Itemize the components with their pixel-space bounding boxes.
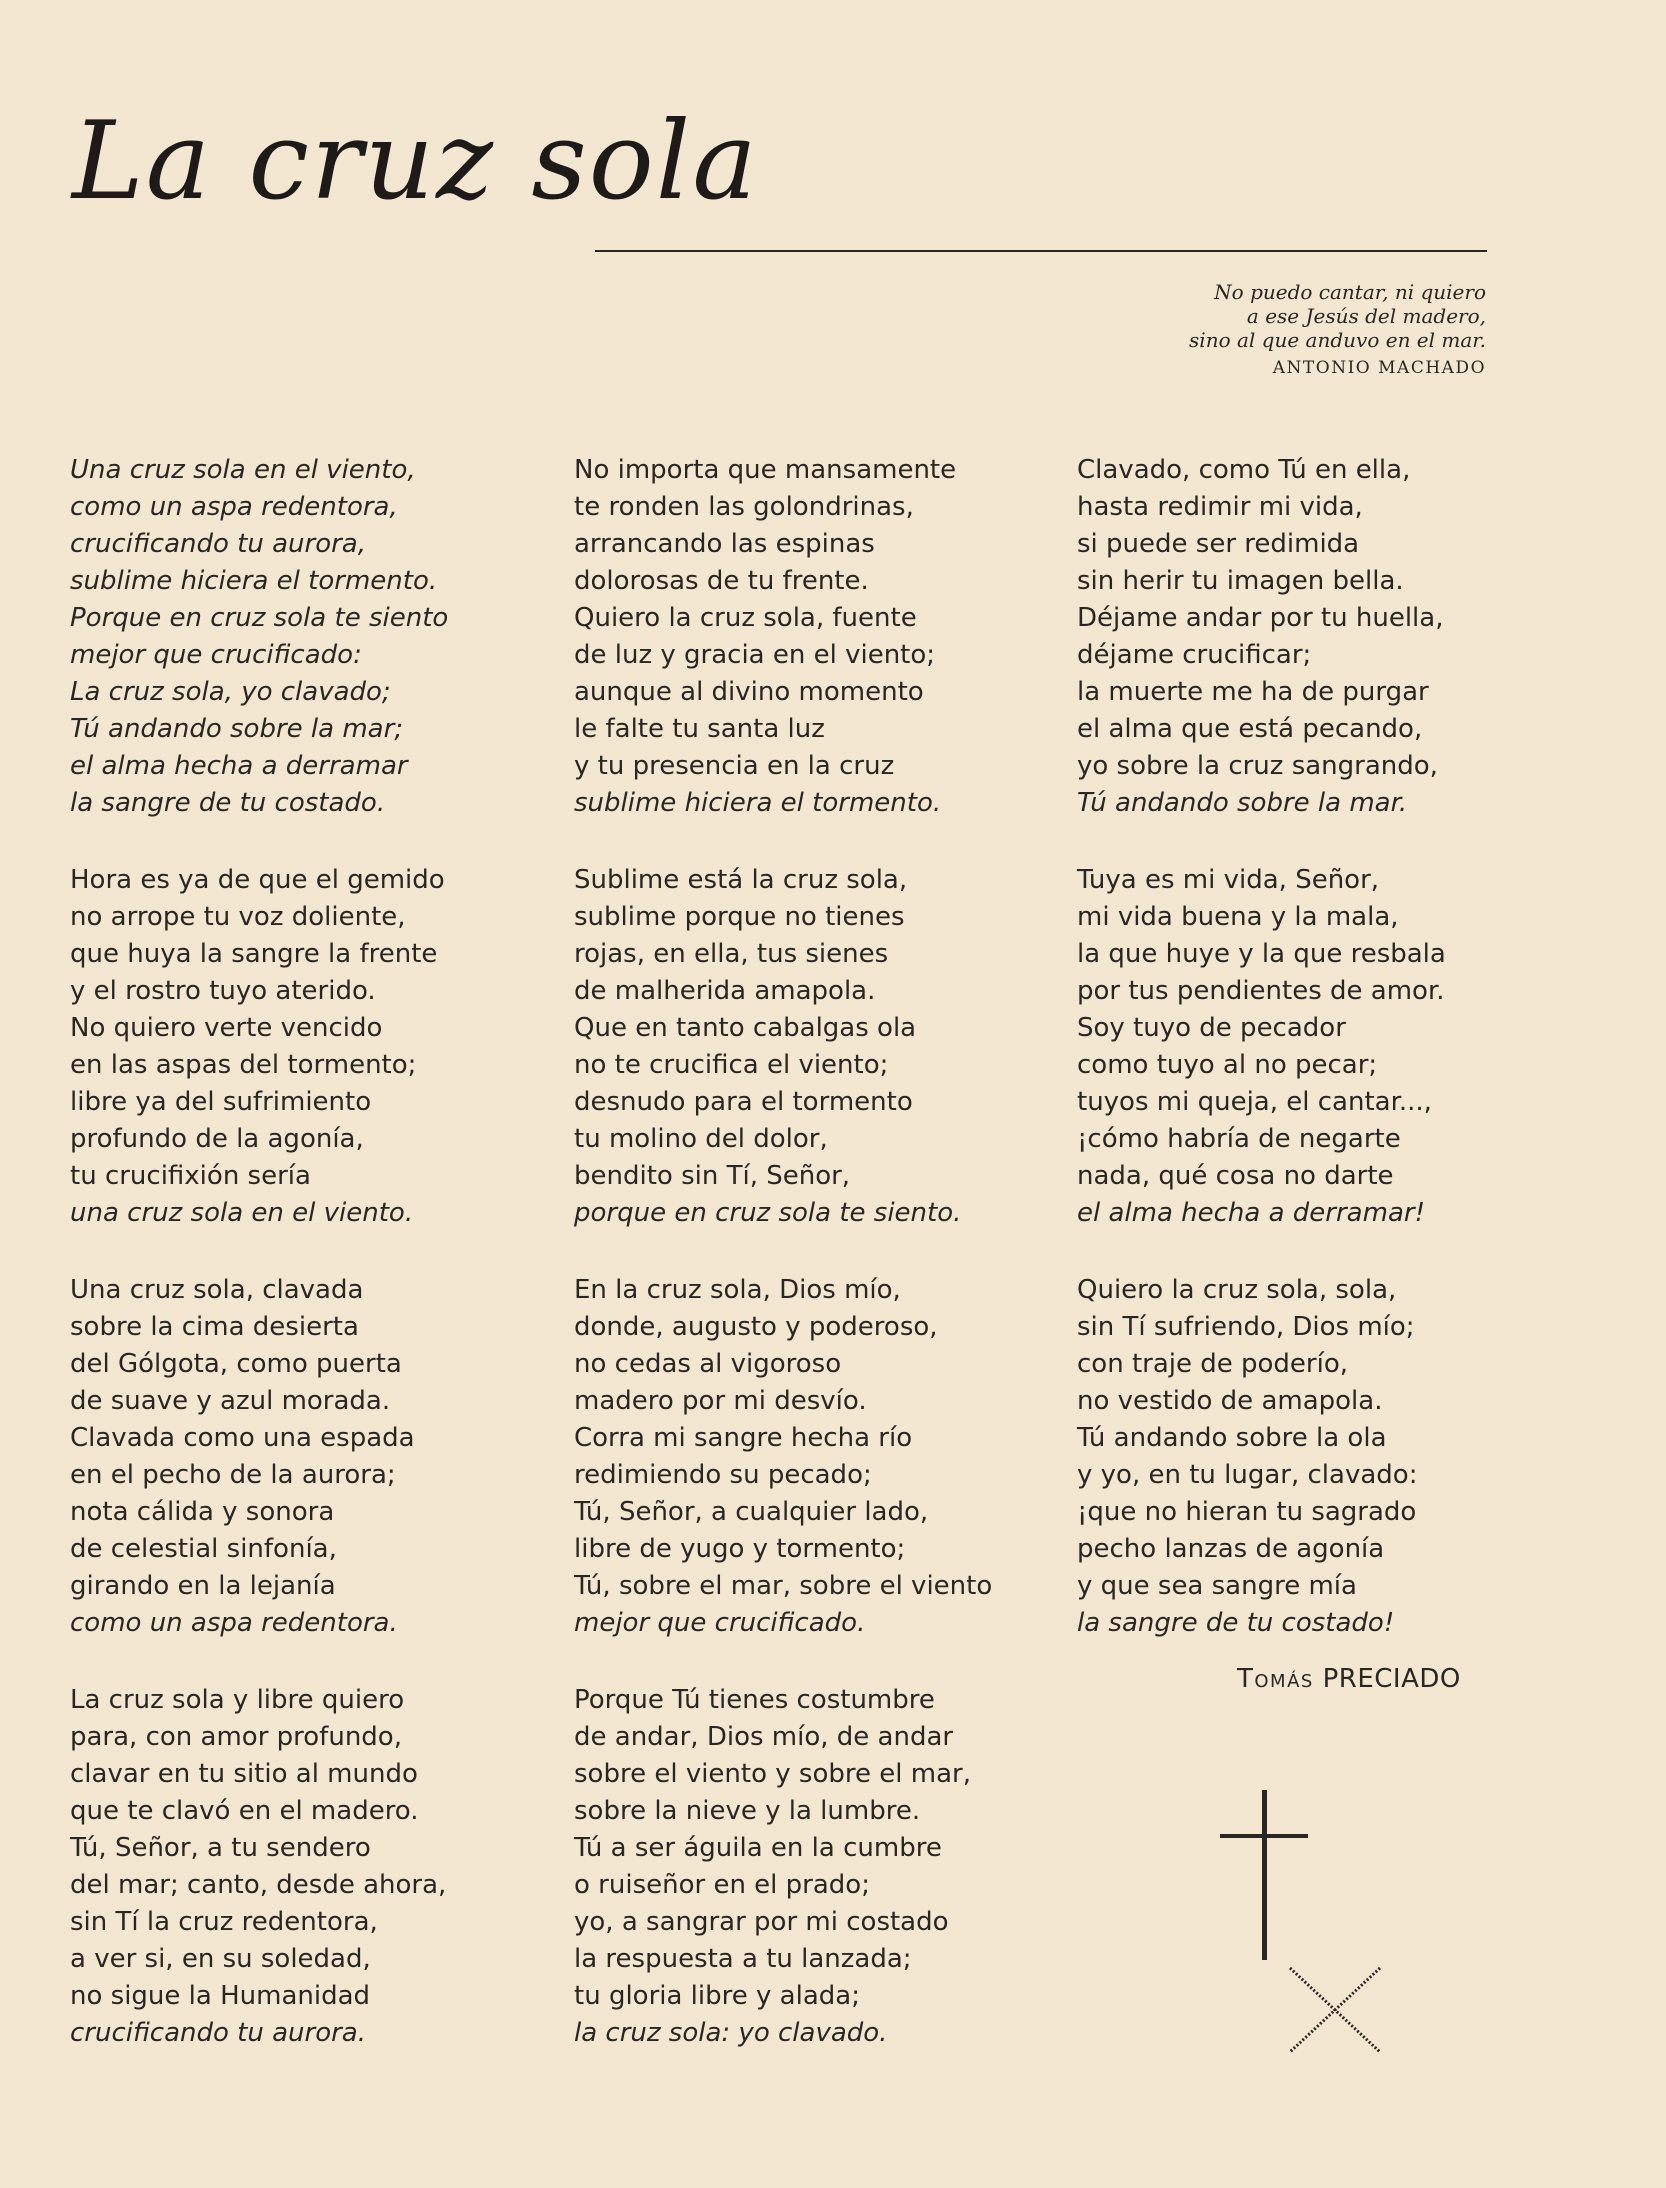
poem-line: no te crucifica el viento; <box>574 1050 889 1080</box>
poem-line: si puede ser redimida <box>1077 529 1360 559</box>
poem-line: Tú, Señor, a tu sendero <box>70 1833 371 1863</box>
poem-line: mejor que crucificado. <box>574 1608 866 1638</box>
poem-line: de luz y gracia en el viento; <box>574 640 936 670</box>
poem-line: donde, augusto y poderoso, <box>574 1312 938 1342</box>
poem-line: en las aspas del tormento; <box>70 1050 417 1080</box>
poem-line: madero por mi desvío. <box>574 1386 867 1416</box>
poem-line: sobre la cima desierta <box>70 1312 359 1342</box>
poem-line: libre ya del sufrimiento <box>70 1087 372 1117</box>
poem-line: del Gólgota, como puerta <box>70 1349 402 1379</box>
stanza <box>70 452 540 822</box>
poem-line: sobre la nieve y la lumbre. <box>574 1796 921 1826</box>
poem-line: yo sobre la cruz sangrando, <box>1077 751 1438 781</box>
poem-column-1 <box>70 452 540 2092</box>
poem-line: como tuyo al no pecar; <box>1077 1050 1378 1080</box>
poem-line: arrancando las espinas <box>574 529 875 559</box>
poem-line: rojas, en ella, tus sienes <box>574 939 889 969</box>
poem-line: porque en cruz sola te siento. <box>574 1198 962 1228</box>
poem-line: y yo, en tu lugar, clavado: <box>1077 1460 1418 1490</box>
poem-line: hasta redimir mi vida, <box>1077 492 1363 522</box>
poem-line: la sangre de tu costado. <box>70 788 386 818</box>
poem-line: por tus pendientes de amor. <box>1077 976 1445 1006</box>
stanza <box>574 1272 1044 1642</box>
stanza <box>574 1682 1044 2052</box>
poem-line: y el rostro tuyo aterido. <box>70 976 376 1006</box>
poem-line: Soy tuyo de pecador <box>1077 1013 1346 1043</box>
poem-line: de suave y azul morada. <box>70 1386 391 1416</box>
stanza <box>574 452 1044 822</box>
poem-line: no sigue la Humanidad <box>70 1981 371 2011</box>
poem-line: Tú, sobre el mar, sobre el viento <box>574 1571 993 1601</box>
poem-line: clavar en tu sitio al mundo <box>70 1759 418 1789</box>
title-rule <box>595 250 1487 252</box>
poem-line: Tú, Señor, a cualquier lado, <box>574 1497 929 1527</box>
crossed-x-icon <box>1280 1960 1400 2060</box>
poem-line: mejor que crucificado: <box>70 640 362 670</box>
poem-line: o ruiseñor en el prado; <box>574 1870 870 1900</box>
poem-line: bendito sin Tí, Señor, <box>574 1161 851 1191</box>
poem-line: tu crucifixión sería <box>70 1161 311 1191</box>
poem-line: para, con amor profundo, <box>70 1722 402 1752</box>
poem-line: ¡que no hieran tu sagrado <box>1077 1497 1417 1527</box>
poem-line: no cedas al vigoroso <box>574 1349 842 1379</box>
poem-line: sobre el viento y sobre el mar, <box>574 1759 971 1789</box>
poem-line: dolorosas de tu frente. <box>574 566 869 596</box>
cross-bar <box>1220 1834 1308 1838</box>
poem-line: te ronden las golondrinas, <box>574 492 914 522</box>
poem-line: tuyos mi queja, el cantar..., <box>1077 1087 1432 1117</box>
stanza <box>70 862 540 1232</box>
stanza <box>574 862 1044 1232</box>
poem-line: Hora es ya de que el gemido <box>70 865 445 895</box>
poem-line: la muerte me ha de purgar <box>1077 677 1429 707</box>
poem-line: no vestido de amapola. <box>1077 1386 1383 1416</box>
poem-line: sublime hiciera el tormento. <box>574 788 942 818</box>
poem-line: aunque al divino momento <box>574 677 924 707</box>
poem-line: Porque Tú tienes costumbre <box>574 1685 935 1715</box>
poem-line: déjame crucificar; <box>1077 640 1312 670</box>
poem-line: Quiero la cruz sola, sola, <box>1077 1275 1397 1305</box>
poem-line: Clavada como una espada <box>70 1423 415 1453</box>
poem-line: la cruz sola: yo clavado. <box>574 2018 888 2048</box>
poem-line: Una cruz sola en el viento, <box>70 455 416 485</box>
poem-column-2 <box>574 452 1044 2092</box>
poem-line: del mar; canto, desde ahora, <box>70 1870 447 1900</box>
poem-line: Que en tanto cabalgas ola <box>574 1013 917 1043</box>
poem-column-3 <box>1077 452 1547 1682</box>
stanza <box>1077 862 1547 1232</box>
poem-line: La cruz sola, yo clavado; <box>70 677 391 707</box>
poem-line: como un aspa redentora, <box>70 492 398 522</box>
poem-line: Déjame andar por tu huella, <box>1077 603 1444 633</box>
poem-line: Corra mi sangre hecha río <box>574 1423 913 1453</box>
poem-line: girando en la lejanía <box>70 1571 336 1601</box>
poem-line: La cruz sola y libre quiero <box>70 1685 405 1715</box>
epigraph <box>1189 280 1486 380</box>
poem-line: y que sea sangre mía <box>1077 1571 1357 1601</box>
stanza <box>1077 452 1547 822</box>
poem-line: pecho lanzas de agonía <box>1077 1534 1385 1564</box>
poem-line: Tú a ser águila en la cumbre <box>574 1833 942 1863</box>
poem-line: de andar, Dios mío, de andar <box>574 1722 954 1752</box>
poem-line: la sangre de tu costado! <box>1077 1608 1395 1638</box>
poem-line: mi vida buena y la mala, <box>1077 902 1399 932</box>
poem-line: profundo de la agonía, <box>70 1124 364 1154</box>
cross-icon <box>1262 1790 1267 1960</box>
poem-line: la respuesta a tu lanzada; <box>574 1944 912 1974</box>
page-title: La cruz sola <box>72 99 759 224</box>
poem-line: redimiendo su pecado; <box>574 1460 872 1490</box>
poem-line: crucificando tu aurora, <box>70 529 366 559</box>
author-first-name: Tomás <box>1237 1664 1314 1694</box>
poem-line: y tu presencia en la cruz <box>574 751 895 781</box>
poem-line: tu gloria libre y alada; <box>574 1981 860 2011</box>
author-last-name: PRECIADO <box>1322 1664 1461 1694</box>
poem-line: no arrope tu voz doliente, <box>70 902 406 932</box>
stanza <box>70 1272 540 1642</box>
poem-line: Una cruz sola, clavada <box>70 1275 364 1305</box>
poem-line: yo, a sangrar por mi costado <box>574 1907 949 1937</box>
poem-line: que te clavó en el madero. <box>70 1796 419 1826</box>
author-signature <box>1237 1664 1461 1694</box>
poem-line: Porque en cruz sola te siento <box>70 603 449 633</box>
poem-line: en el pecho de la aurora; <box>70 1460 396 1490</box>
poem-line: como un aspa redentora. <box>70 1608 398 1638</box>
poem-line: No quiero verte vencido <box>70 1013 383 1043</box>
poem-line: sin Tí sufriendo, Dios mío; <box>1077 1312 1415 1342</box>
poem-line: sin Tí la cruz redentora, <box>70 1907 378 1937</box>
poem-line: de malherida amapola. <box>574 976 876 1006</box>
poem-line: sublime hiciera el tormento. <box>70 566 438 596</box>
epigraph-line: a ese Jesús del madero, <box>1246 304 1486 328</box>
poem-line: con traje de poderío, <box>1077 1349 1349 1379</box>
poem-line: sublime porque no tienes <box>574 902 905 932</box>
poem-line: Sublime está la cruz sola, <box>574 865 908 895</box>
stanza <box>70 1682 540 2052</box>
poem-line: la que huye y la que resbala <box>1077 939 1446 969</box>
poem-line: de celestial sinfonía, <box>70 1534 337 1564</box>
poem-line: a ver si, en su soledad, <box>70 1944 371 1974</box>
poem-line: ¡cómo habría de negarte <box>1077 1124 1401 1154</box>
epigraph-author: ANTONIO MACHADO <box>1272 358 1486 378</box>
poem-line: que huya la sangre la frente <box>70 939 438 969</box>
poem-line: En la cruz sola, Dios mío, <box>574 1275 901 1305</box>
epigraph-line: No puedo cantar, ni quiero <box>1214 280 1486 304</box>
stanza <box>1077 1272 1547 1642</box>
poem-line: Quiero la cruz sola, fuente <box>574 603 917 633</box>
poem-line: una cruz sola en el viento. <box>70 1198 414 1228</box>
poem-line: Tú andando sobre la ola <box>1077 1423 1387 1453</box>
poem-line: sin herir tu imagen bella. <box>1077 566 1404 596</box>
poem-line: tu molino del dolor, <box>574 1124 828 1154</box>
cross-ornament <box>1220 1790 1400 2060</box>
poem-line: Tú andando sobre la mar. <box>1077 788 1408 818</box>
poem-line: le falte tu santa luz <box>574 714 825 744</box>
poem-line: el alma hecha a derramar <box>70 751 408 781</box>
poem-line: crucificando tu aurora. <box>70 2018 366 2048</box>
poem-line: el alma que está pecando, <box>1077 714 1423 744</box>
epigraph-line: sino al que anduvo en el mar. <box>1189 328 1486 352</box>
poem-line: Tuya es mi vida, Señor, <box>1077 865 1380 895</box>
poem-line: el alma hecha a derramar! <box>1077 1198 1425 1228</box>
poem-line: nota cálida y sonora <box>70 1497 335 1527</box>
poem-line: No importa que mansamente <box>574 455 957 485</box>
poem-line: Tú andando sobre la mar; <box>70 714 404 744</box>
poem-line: desnudo para el tormento <box>574 1087 913 1117</box>
poem-line: nada, qué cosa no darte <box>1077 1161 1394 1191</box>
poem-line: Clavado, como Tú en ella, <box>1077 455 1411 485</box>
poem-line: libre de yugo y tormento; <box>574 1534 906 1564</box>
